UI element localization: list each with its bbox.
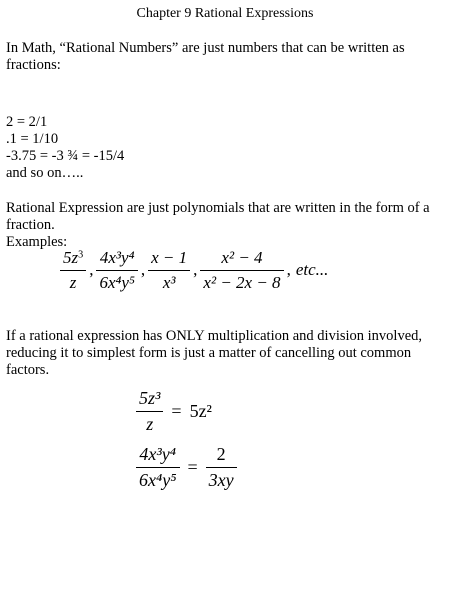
equation-1-result: 5z² <box>189 400 212 421</box>
equation-1-fraction <box>136 389 163 434</box>
reduced-equation-2 <box>136 445 237 490</box>
equation-2-denominator: 6x⁴y⁵ <box>139 469 177 490</box>
expression-4-denominator: x² − 2x − 8 <box>203 272 281 292</box>
expression-4-numerator: x² − 4 <box>221 248 263 267</box>
equals-sign: = <box>187 456 198 477</box>
equation-2-result-denominator: 3xy <box>208 469 234 490</box>
equation-2-result <box>206 445 237 490</box>
number-example-1: 2 = 2/1 <box>6 114 48 130</box>
reduction-paragraph: If a rational expression has ONLY multiplication and division involved, reducing it to simplest form is just a matter of cancelling out common factors. <box>6 328 423 378</box>
equation-1-denominator: z <box>146 413 154 434</box>
separator: , <box>193 260 198 280</box>
page-title: Chapter 9 Rational Expressions <box>136 6 314 21</box>
expression-3-denominator: x³ <box>162 272 176 292</box>
expression-examples <box>60 249 328 292</box>
number-example-3: -3.75 = -3 ¾ = -15/4 <box>6 148 125 164</box>
expression-2 <box>96 249 137 292</box>
separator: , <box>286 260 291 280</box>
expression-1-numerator: $5z^3$ <box>63 248 84 267</box>
expression-2-numerator: 4x³y⁴ <box>99 248 135 267</box>
examples-label: Examples: <box>6 234 68 250</box>
expression-2-denominator: 6x⁴y⁵ <box>99 272 135 292</box>
expression-3 <box>148 249 190 292</box>
number-example-4: and so on….. <box>6 165 84 181</box>
expression-3-numerator: x − 1 <box>151 248 188 267</box>
etc-text: etc... <box>295 260 329 280</box>
equals-sign: = <box>171 400 182 421</box>
expression-1-denominator: z <box>69 272 77 292</box>
equation-2-fraction <box>136 445 180 490</box>
equation-2-result-numerator: 2 <box>216 444 226 464</box>
definition-paragraph: Rational Expression are just polynomials that are written in the form of a fraction. <box>6 200 430 233</box>
reduced-equation-1 <box>136 389 212 434</box>
number-example-2: .1 = 1/10 <box>6 131 59 147</box>
intro-paragraph: In Math, “Rational Numbers” are just numbers that can be written as fractions: <box>6 40 405 73</box>
expression-1 <box>60 249 86 292</box>
equation-1-numerator: 5z³ <box>139 388 161 408</box>
equation-2-numerator: 4x³y⁴ <box>139 444 177 464</box>
separator: , <box>140 260 146 280</box>
expression-4 <box>200 249 283 292</box>
separator: , <box>89 260 94 280</box>
